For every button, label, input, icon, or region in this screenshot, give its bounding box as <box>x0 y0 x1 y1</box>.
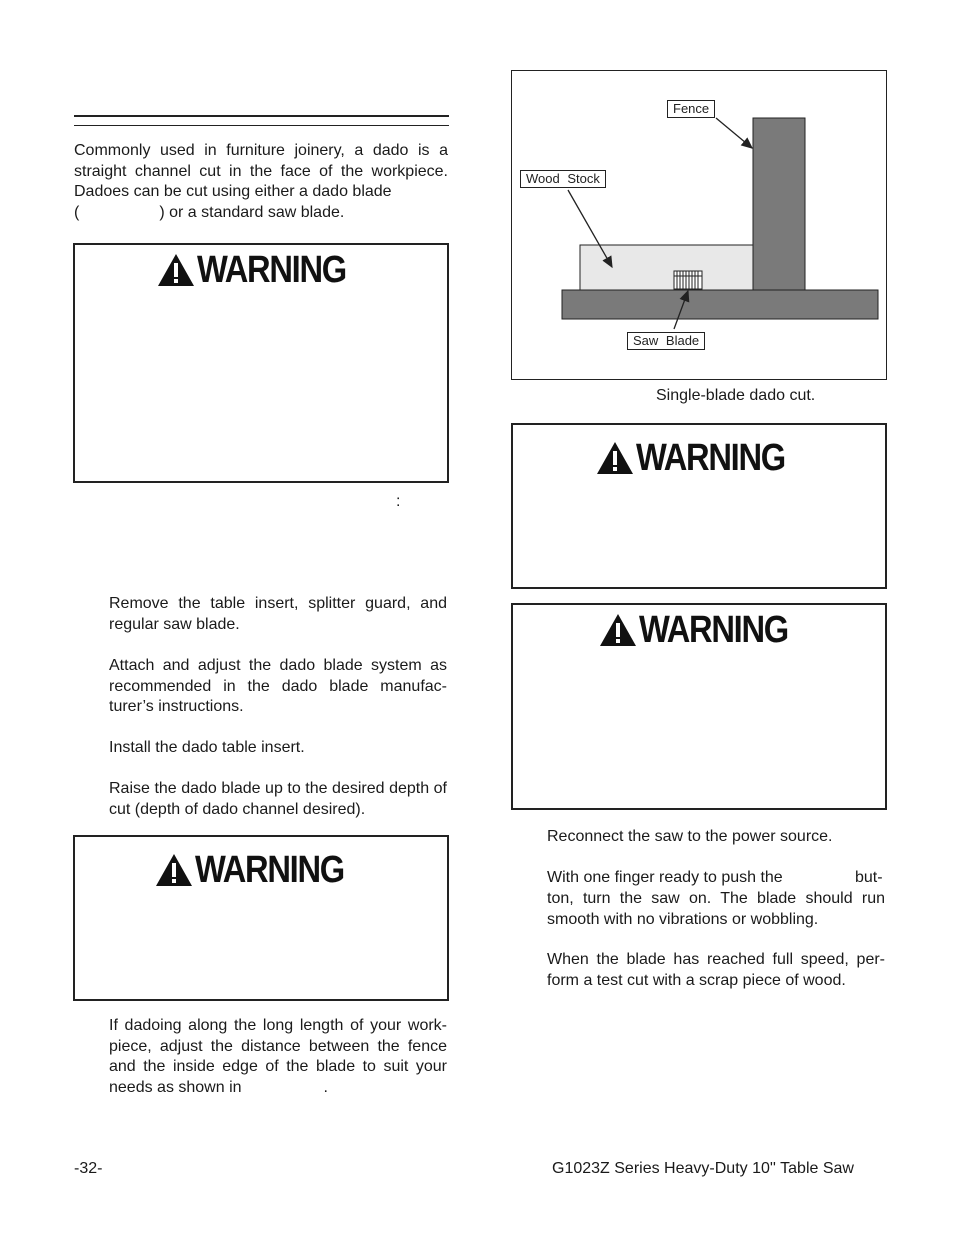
fence <box>753 118 805 290</box>
warning-header-2 <box>596 439 809 477</box>
wood-stock <box>580 245 754 290</box>
saw-blade <box>674 271 702 289</box>
step-left-4: Raise the dado blade up to the desired depth of cut (depth of dado channel desired). <box>109 780 447 818</box>
warning-triangle-icon <box>596 441 634 475</box>
warning-box-2 <box>511 423 887 589</box>
warning-title-1: WARNING <box>197 249 346 291</box>
step-left-3: Install the dado table insert. <box>109 739 305 756</box>
step-left-2: Attach and adjust the dado blade system as recommended in the dado blade manufac-turer’s instructions. <box>109 657 447 716</box>
wood-stock-label: Wood Stock <box>520 170 606 188</box>
fence-label: Fence <box>667 100 715 118</box>
step-right-2b: but- <box>855 869 883 886</box>
warning-box-1 <box>73 243 449 483</box>
step-right-2c: ton, turn the saw on. The blade should run smooth with no vibrations or wobbling. <box>547 890 885 928</box>
step-left-5 <box>109 1016 447 1099</box>
warning-title-3: WARNING <box>195 849 344 891</box>
intro-text: Commonly used in furniture joinery, a dado is a straight channel cut in the face of the workpiece. Dadoes can be cut using either a dado blade <box>74 142 448 201</box>
step-left-5-tail: . <box>323 1079 328 1097</box>
stray-colon: : <box>396 493 401 510</box>
intro-paren-close: ) or a standard saw blade. <box>159 204 345 221</box>
footer-title: G1023Z Series Heavy-Duty 10'' Table Saw <box>552 1160 854 1177</box>
warning-triangle-icon <box>155 853 193 887</box>
intro-paren-open: ( <box>74 204 80 221</box>
page-number: -32- <box>74 1160 103 1177</box>
warning-title-2: WARNING <box>636 437 785 479</box>
warning-triangle-icon <box>157 253 195 287</box>
step-left-5-text: If dadoing along the long length of your work-piece, adjust the distance between the fence and the inside edge of the blade to suit your needs as shown in <box>109 1017 447 1097</box>
step-left-1: Remove the table insert, splitter guard, and regular saw blade. <box>109 595 447 633</box>
intro-paragraph <box>74 141 448 203</box>
step-right-1: Reconnect the saw to the power source. <box>547 828 833 845</box>
warning-header-1 <box>157 251 370 289</box>
section-rule <box>74 115 449 126</box>
saw-blade-label: Saw Blade <box>627 332 705 350</box>
warning-box-4 <box>511 603 887 810</box>
warning-title-4: WARNING <box>639 609 788 651</box>
table-surface <box>562 290 878 319</box>
step-right-3: When the blade has reached full speed, per-form a test cut with a scrap piece of wood. <box>547 951 885 989</box>
fence-arrow <box>716 118 752 148</box>
warning-triangle-icon <box>599 613 637 647</box>
warning-box-3 <box>73 835 449 1001</box>
figure-caption: Single-blade dado cut. <box>656 387 816 404</box>
step-right-2a: With one finger ready to push the <box>547 869 783 886</box>
intro-paren-line <box>74 203 448 224</box>
warning-header-4 <box>599 611 812 649</box>
dado-figure <box>511 70 887 380</box>
warning-header-3 <box>155 851 368 889</box>
